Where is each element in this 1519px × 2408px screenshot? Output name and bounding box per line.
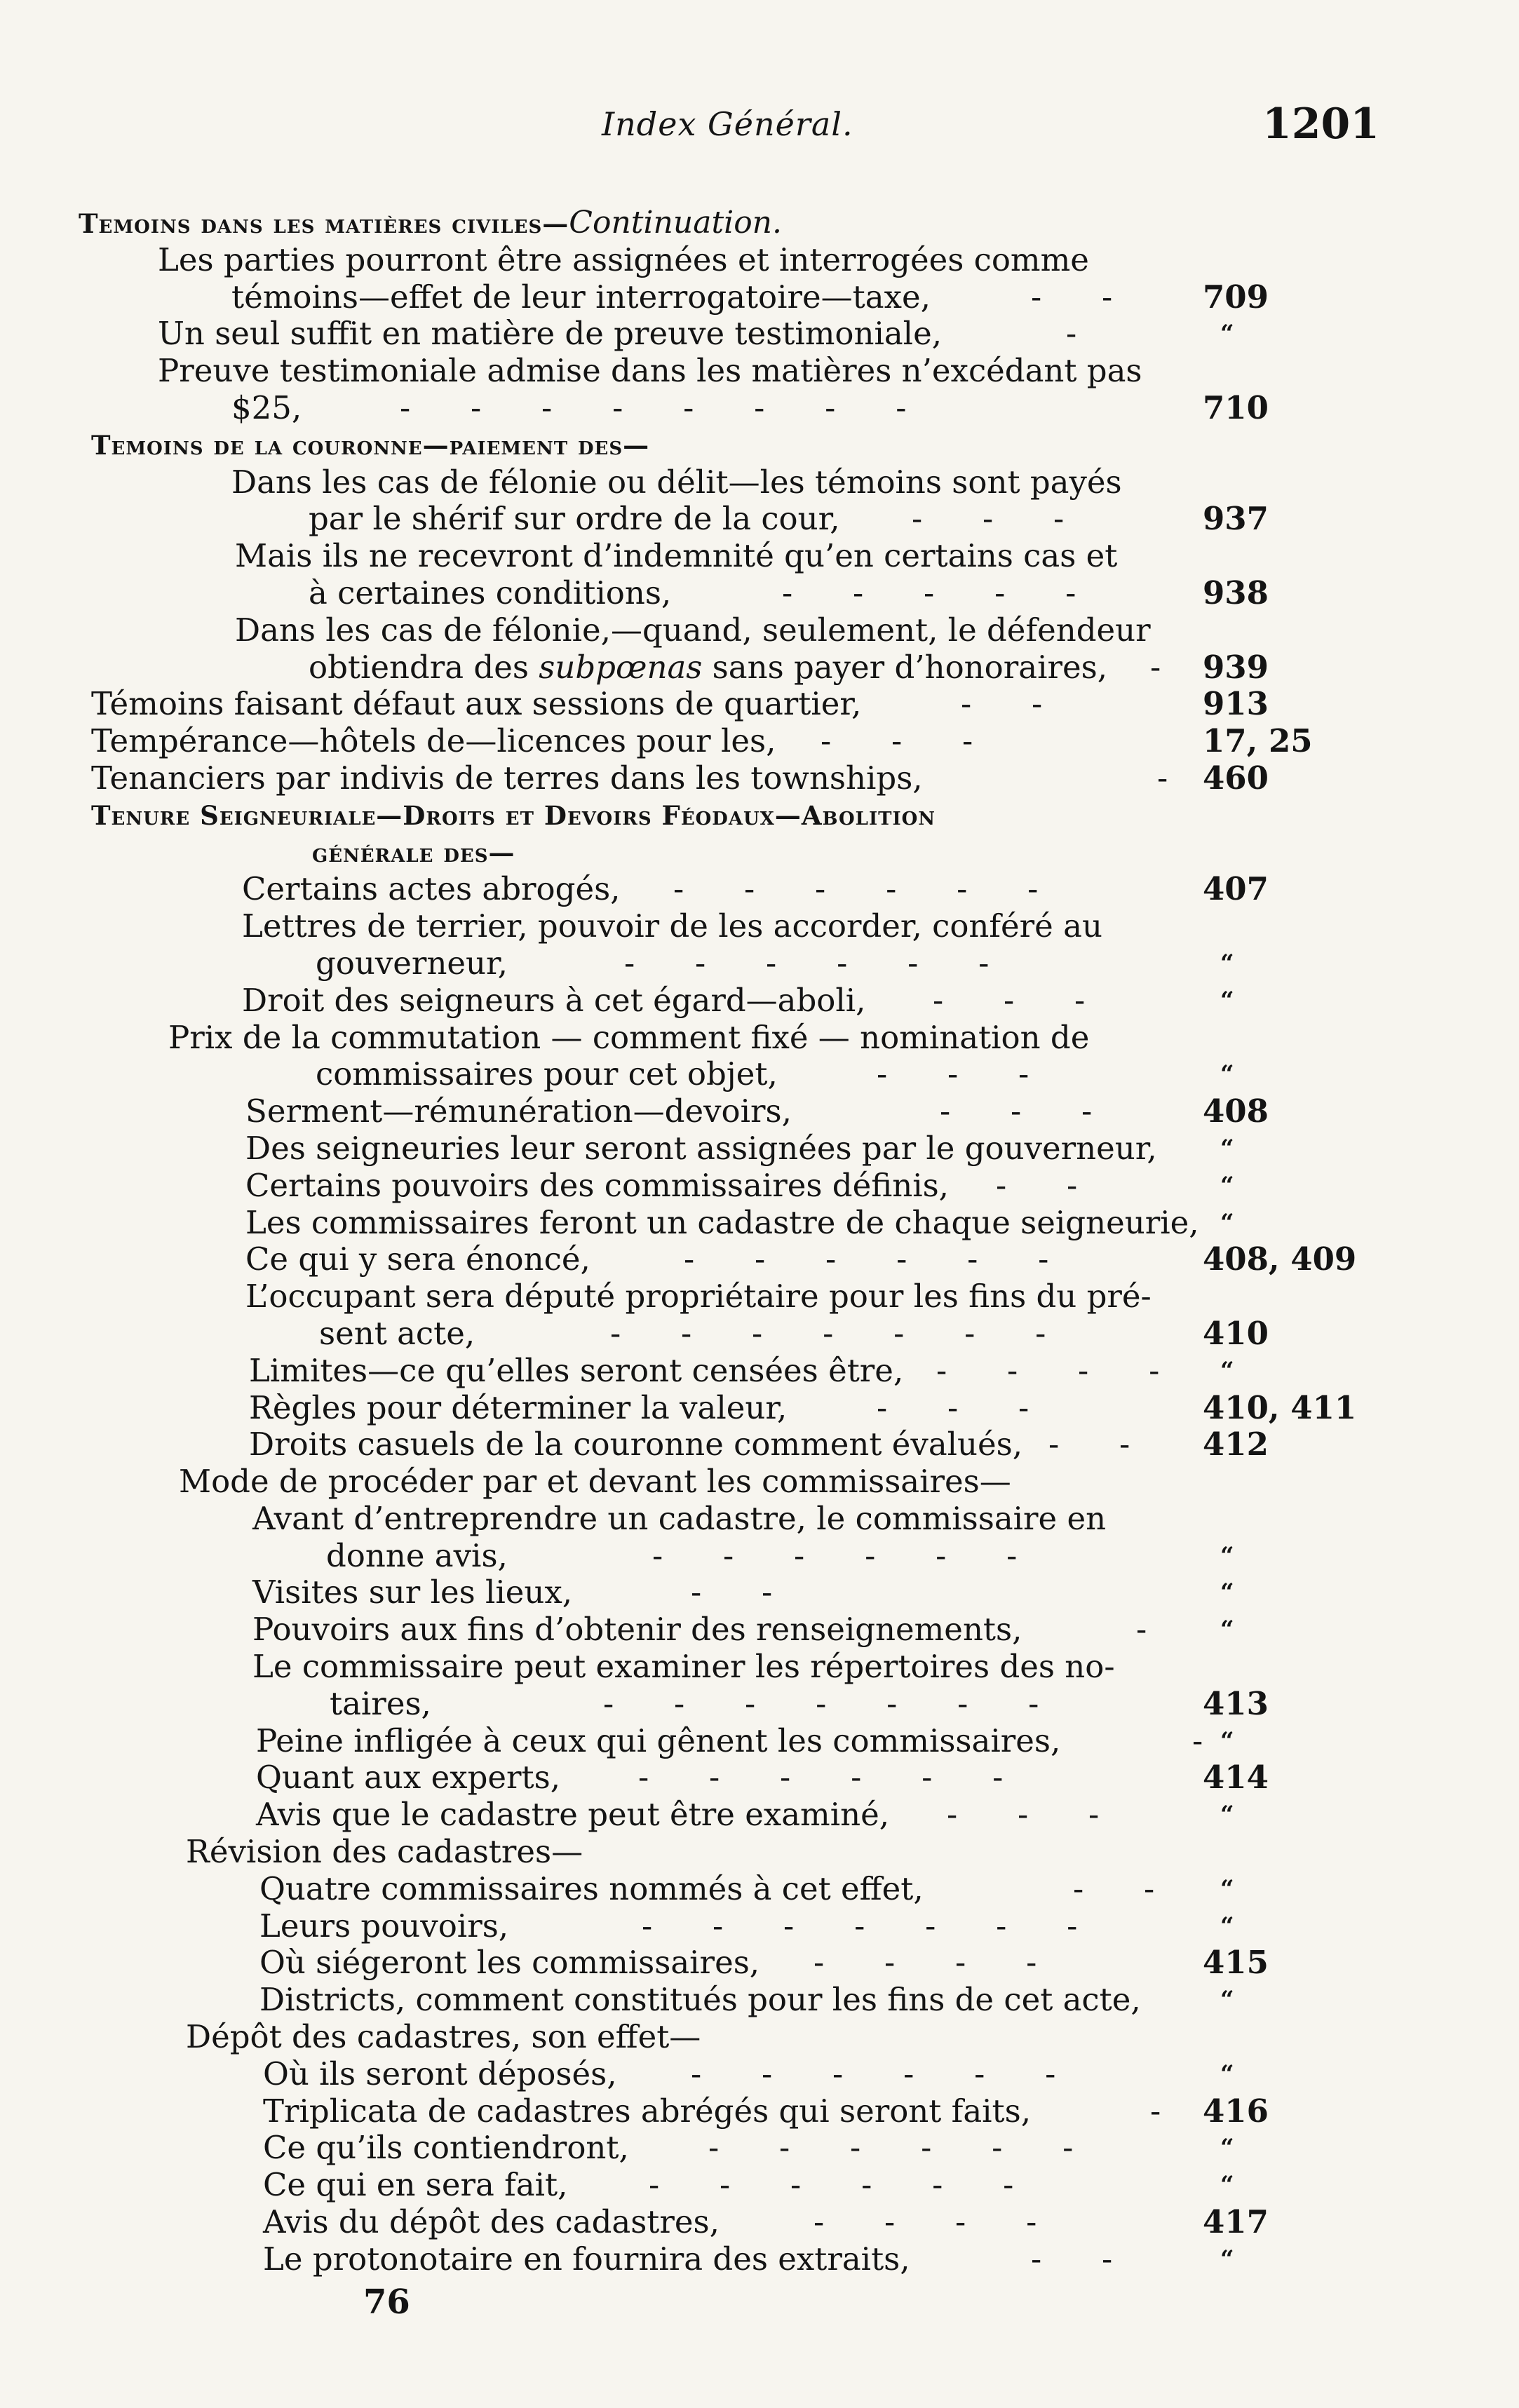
leader-dashes: - <box>1150 648 1161 686</box>
entry-label: Limites—ce qu’elles seront censées être, <box>249 1351 904 1389</box>
leader-dashes: - - - - - - <box>684 1240 1049 1278</box>
index-entry <box>0 1982 1519 2019</box>
ditto-mark: “ <box>1220 1541 1234 1570</box>
entry-label: générale des— <box>312 837 515 868</box>
entry-label: Temoins dans les matières civiles— <box>79 208 569 239</box>
index-entry <box>0 1908 1519 1945</box>
leader-dashes: - <box>1192 1722 1203 1759</box>
leader-dashes: - - - <box>821 722 973 760</box>
entry-text <box>242 982 865 1020</box>
entry-text <box>158 242 1089 279</box>
leader-dashes: - - - - - - <box>649 2166 1014 2204</box>
index-entry <box>0 2130 1519 2167</box>
entry-text <box>256 1797 889 1834</box>
index-entry <box>0 1834 1519 1871</box>
entry-label: Révision des cadastres— <box>186 1833 583 1871</box>
leader-dashes: - - <box>996 1166 1078 1204</box>
entry-text <box>231 390 302 427</box>
index-entry <box>0 2167 1519 2204</box>
index-entry <box>0 316 1519 353</box>
index-entry <box>0 390 1519 427</box>
ditto-mark: “ <box>1220 1912 1234 1940</box>
page-reference: 417 <box>1203 2203 1269 2241</box>
index-entry <box>0 1797 1519 1834</box>
entry-text <box>91 427 649 464</box>
page-reference: 408, 409 <box>1203 1240 1357 1278</box>
ditto-mark: “ <box>1220 1171 1234 1200</box>
page-reference: 937 <box>1203 500 1269 538</box>
leader-dashes: - <box>1136 1611 1147 1649</box>
index-heading <box>0 797 1519 834</box>
entry-text <box>245 1205 1199 1242</box>
entry-text <box>235 612 1151 649</box>
leader-dashes: - - - - - - <box>624 944 990 982</box>
entry-text <box>91 686 861 723</box>
entry-text <box>249 1353 903 1390</box>
page-reference: 460 <box>1203 759 1269 797</box>
entry-text <box>245 1278 1152 1315</box>
page-header <box>0 100 1519 161</box>
index-entry <box>0 1426 1519 1463</box>
entry-text <box>235 538 1117 575</box>
leader-dashes: - - - - - - <box>673 870 1039 908</box>
entry-text <box>231 464 1122 501</box>
entry-label: donne avis, <box>326 1536 508 1574</box>
entry-label: Témoins faisant défaut aux sessions de quartier, <box>91 685 862 723</box>
ditto-mark: “ <box>1220 1616 1234 1644</box>
entry-text <box>263 2241 910 2278</box>
index-entry <box>0 2093 1519 2130</box>
ditto-mark: “ <box>1220 320 1234 349</box>
entry-label: Ce qui en sera fait, <box>263 2166 568 2204</box>
entry-label: Les parties pourront être assignées et interrogées comme <box>158 241 1089 278</box>
index-entry <box>0 1168 1519 1205</box>
entry-text <box>245 1241 590 1278</box>
ditto-mark: “ <box>1220 1060 1234 1089</box>
entry-text <box>316 1056 778 1093</box>
entry-label: à certaines conditions, <box>309 574 672 611</box>
entry-label: $25, <box>231 388 302 426</box>
entry-label: Certains pouvoirs des commissaires définis, <box>245 1166 949 1204</box>
page-reference: 416 <box>1203 2092 1269 2130</box>
entry-text <box>242 871 620 908</box>
index-entry <box>0 1463 1519 1501</box>
index-entry <box>0 1611 1519 1649</box>
entry-label: Pouvoirs aux fins d’obtenir des renseignements, <box>252 1611 1022 1649</box>
page-reference: 939 <box>1203 648 1269 686</box>
entry-label: Peine infligée à ceux qui gênent les commissaires, <box>256 1722 1061 1759</box>
leader-dashes: - - - <box>933 981 1086 1019</box>
entry-label-continued: sans payer d’honoraires, <box>702 648 1108 686</box>
index-entry <box>0 1093 1519 1130</box>
ditto-mark: “ <box>1220 1986 1234 2015</box>
entry-text <box>252 1501 1106 1538</box>
index-entry <box>0 1130 1519 1168</box>
leader-dashes: - - - - <box>813 2203 1037 2241</box>
leader-dashes: - - - <box>947 1796 1100 1834</box>
ditto-mark: “ <box>1220 2245 1234 2273</box>
entry-label: Droit des seigneurs à cet égard—aboli, <box>242 981 866 1019</box>
entry-label: Tempérance—hôtels de—licences pour les, <box>91 722 776 760</box>
entry-label: Preuve testimoniale admise dans les matières n’excédant pas <box>158 352 1142 390</box>
leader-dashes: - <box>1066 315 1077 353</box>
index-entry <box>0 982 1519 1020</box>
index-entry <box>0 1020 1519 1057</box>
entry-text <box>186 1834 583 1871</box>
entry-label: Certains actes abrogés, <box>242 870 621 908</box>
entry-label: Où ils seront déposés, <box>263 2055 617 2092</box>
entry-text <box>330 1686 431 1723</box>
leader-dashes: - - - - - - - <box>610 1314 1046 1352</box>
leader-dashes: - - - - - - <box>652 1536 1018 1574</box>
entry-text <box>312 834 515 872</box>
page-reference: 410 <box>1203 1314 1269 1352</box>
leader-dashes: - - <box>961 685 1043 723</box>
index-entry <box>0 1944 1519 1982</box>
entry-text <box>263 2130 629 2167</box>
entry-italic: Continuation. <box>569 205 783 241</box>
entry-text <box>309 649 1107 686</box>
entry-label: témoins—effet de leur interrogatoire—taxe, <box>231 278 931 316</box>
entry-label: Tenure Seigneuriale—Droits et Devoirs Féodaux—Abolition <box>91 799 936 831</box>
leader-dashes: - - - <box>940 1093 1093 1130</box>
entry-label: gouverneur, <box>316 944 508 982</box>
entry-text <box>231 279 931 316</box>
entry-label: sent acte, <box>319 1314 475 1352</box>
index-entry <box>0 2019 1519 2056</box>
index-heading <box>0 834 1519 872</box>
ditto-mark: “ <box>1220 1726 1234 1755</box>
entry-text <box>242 908 1102 945</box>
leader-dashes: - - - - - - <box>691 2055 1056 2092</box>
entry-text <box>186 2019 701 2056</box>
entry-text <box>309 501 840 538</box>
leader-dashes: - - <box>1048 1426 1130 1463</box>
ditto-mark: “ <box>1220 1874 1234 1903</box>
entry-text <box>326 1538 508 1575</box>
entry-text <box>91 723 776 760</box>
ditto-mark: “ <box>1220 1134 1234 1163</box>
entry-label: Avis du dépôt des cadastres, <box>263 2203 720 2241</box>
page-reference: 410, 411 <box>1203 1388 1357 1426</box>
entry-text <box>259 1982 1141 2019</box>
entry-label: Visites sur les lieux, <box>252 1574 573 1611</box>
leader-dashes: - - - - - - - <box>642 1907 1078 1944</box>
index-entry <box>0 1315 1519 1353</box>
index-entry <box>0 1759 1519 1797</box>
entry-text <box>245 1093 792 1130</box>
entry-label: Dépôt des cadastres, son effet— <box>186 2018 701 2056</box>
entry-label: taires, <box>330 1684 431 1722</box>
entry-label: Dans les cas de félonie ou délit—les témoins sont payés <box>231 463 1122 501</box>
entry-label: Ce qui y sera énoncé, <box>245 1240 590 1278</box>
index-entry <box>0 1574 1519 1611</box>
leader-dashes: - - <box>691 1574 773 1611</box>
entry-label: Dans les cas de félonie,—quand, seulement, le défendeur <box>235 611 1151 649</box>
entry-label: Le commissaire peut examiner les répertoires des no- <box>252 1648 1115 1686</box>
entry-text <box>316 945 508 982</box>
entry-text <box>179 1463 1011 1501</box>
entry-label: par le shérif sur ordre de la cour, <box>309 500 840 538</box>
leader-dashes: - - - <box>877 1388 1029 1426</box>
page-reference: 710 <box>1203 388 1269 426</box>
page-reference: 17, 25 <box>1203 722 1313 760</box>
ditto-mark: “ <box>1220 2134 1234 2163</box>
entry-text <box>249 1390 787 1427</box>
index-entry <box>0 686 1519 723</box>
entry-label: Leurs pouvoirs, <box>259 1907 509 1944</box>
page-reference: 415 <box>1203 1944 1269 1982</box>
page-reference: 412 <box>1203 1426 1269 1463</box>
leader-dashes: - - - <box>877 1055 1029 1093</box>
index-entry <box>0 1241 1519 1278</box>
index-entry <box>0 649 1519 686</box>
ditto-mark: “ <box>1220 2171 1234 2200</box>
index-entry <box>0 1538 1519 1575</box>
index-heading <box>0 427 1519 464</box>
entry-label: Districts, comment constitués pour les fins de cet acte, <box>259 1981 1141 2019</box>
entry-text <box>319 1315 475 1353</box>
index-entry <box>0 760 1519 797</box>
entry-label: Des seigneuries leur seront assignées par le gouverneur, <box>245 1129 1157 1167</box>
index-entry <box>0 1390 1519 1427</box>
leader-dashes: - <box>1150 2092 1161 2130</box>
index-entry <box>0 1205 1519 1242</box>
index-entry <box>0 908 1519 945</box>
entry-text <box>263 2167 567 2204</box>
index-entry <box>0 871 1519 908</box>
index-entry <box>0 1871 1519 1908</box>
page-reference: 913 <box>1203 685 1269 723</box>
index-entry <box>0 538 1519 575</box>
entry-text <box>263 2093 1031 2130</box>
index-heading <box>0 205 1519 242</box>
entry-label: Tenanciers par indivis de terres dans les townships, <box>91 759 923 797</box>
index-entry <box>0 723 1519 760</box>
entry-label: Triplicata de cadastres abrégés qui seront faits, <box>263 2092 1032 2130</box>
entry-text <box>158 316 942 353</box>
entry-text <box>79 205 782 243</box>
entry-label: Avis que le cadastre peut être examiné, <box>256 1796 890 1834</box>
ditto-mark: “ <box>1220 949 1234 978</box>
entry-text <box>259 1944 760 1982</box>
entry-text <box>256 1759 560 1797</box>
leader-dashes: - - <box>1073 1869 1155 1907</box>
entry-label: Le protonotaire en fournira des extraits, <box>263 2240 910 2278</box>
entry-text <box>263 2056 617 2093</box>
leader-dashes: - - - - <box>936 1351 1160 1389</box>
ditto-mark: “ <box>1220 1578 1234 1607</box>
leader-dashes: - - - - - - <box>638 1759 1004 1797</box>
ditto-mark: “ <box>1220 1801 1234 1829</box>
entry-label: Mais ils ne recevront d’indemnité qu’en certains cas et <box>235 537 1118 575</box>
page-reference: 407 <box>1203 870 1269 908</box>
index-entry <box>0 575 1519 612</box>
index-entry <box>0 1723 1519 1760</box>
page-reference: 414 <box>1203 1759 1269 1797</box>
entry-label: Quatre commissaires nommés à cet effet, <box>259 1869 924 1907</box>
page-reference: 408 <box>1203 1093 1269 1130</box>
entry-text <box>252 1611 1022 1649</box>
entry-label: Serment—rémunération—devoirs, <box>245 1093 792 1130</box>
index-entry <box>0 1056 1519 1093</box>
leader-dashes: - - - - <box>813 1944 1037 1982</box>
entry-label: commissaires pour cet objet, <box>316 1055 778 1093</box>
index-entry <box>0 2056 1519 2093</box>
ditto-mark: “ <box>1220 986 1234 1015</box>
leader-dashes: - - - - - - - - <box>400 388 907 426</box>
leader-dashes: - - <box>1031 278 1113 316</box>
entry-text <box>256 1723 1060 1760</box>
index-entry <box>0 2204 1519 2241</box>
entry-label: obtiendra des <box>309 648 539 686</box>
entry-label: Règles pour déterminer la valeur, <box>249 1388 788 1426</box>
leader-dashes: - - - - - - <box>708 2129 1074 2167</box>
index-entry <box>0 242 1519 279</box>
index-entry <box>0 1686 1519 1723</box>
entry-label: Prix de la commutation — comment fixé — nomination de <box>168 1018 1090 1056</box>
page-number: 1201 <box>1262 100 1379 149</box>
entry-label: Quant aux experts, <box>256 1759 561 1797</box>
ditto-mark: “ <box>1220 1208 1234 1237</box>
entry-italic: subpœnas <box>539 648 703 686</box>
leader-dashes: - - - - - <box>782 574 1076 611</box>
entry-label: Les commissaires feront un cadastre de chaque seigneurie, <box>245 1203 1199 1241</box>
entry-text <box>158 353 1142 390</box>
entry-text <box>263 2204 720 2241</box>
entry-text <box>259 1871 924 1908</box>
index-entry <box>0 1649 1519 1686</box>
index-entry <box>0 353 1519 390</box>
index-entry <box>0 945 1519 982</box>
leader-dashes: - - - - - - - <box>603 1684 1039 1722</box>
entry-label: Lettres de terrier, pouvoir de les accorder, conféré au <box>242 907 1102 945</box>
index-entries <box>0 205 1519 2278</box>
entry-label: Où siégeront les commissaires, <box>259 1944 760 1982</box>
index-entry <box>0 1278 1519 1315</box>
entry-label: Droits casuels de la couronne comment évalués, <box>249 1426 1023 1463</box>
index-entry <box>0 501 1519 538</box>
leader-dashes: - <box>1157 759 1168 797</box>
index-entry <box>0 612 1519 649</box>
entry-label: L’occupant sera député propriétaire pour les fins du pré- <box>245 1278 1152 1315</box>
entry-text <box>252 1649 1115 1686</box>
leader-dashes: - - - <box>912 500 1065 538</box>
index-entry <box>0 2241 1519 2278</box>
entry-text <box>245 1130 1157 1168</box>
entry-label: Un seul suffit en matière de preuve testimoniale, <box>158 315 943 353</box>
ditto-mark: “ <box>1220 1356 1234 1385</box>
entry-label: Mode de procéder par et devant les commissaires— <box>179 1463 1011 1501</box>
index-entry <box>0 1501 1519 1538</box>
entry-text <box>259 1908 508 1945</box>
page-reference: 709 <box>1203 278 1269 316</box>
index-entry <box>0 1353 1519 1390</box>
signature-mark: 76 <box>363 2282 410 2322</box>
entry-label: Ce qu’ils contiendront, <box>263 2129 629 2167</box>
entry-text <box>91 760 923 797</box>
entry-text <box>252 1574 572 1611</box>
running-title: Index Général. <box>602 105 853 143</box>
entry-text <box>91 797 936 834</box>
index-entry <box>0 464 1519 501</box>
page-reference: 413 <box>1203 1684 1269 1722</box>
entry-text <box>245 1168 949 1205</box>
entry-text <box>249 1426 1022 1463</box>
entry-text <box>309 575 671 612</box>
leader-dashes: - - <box>1031 2240 1113 2278</box>
entry-label: Avant d’entreprendre un cadastre, le commissaire en <box>252 1499 1107 1537</box>
ditto-mark: “ <box>1220 2059 1234 2088</box>
page-reference: 938 <box>1203 574 1269 611</box>
entry-label: Temoins de la couronne—paiement des— <box>91 429 650 461</box>
index-entry <box>0 279 1519 316</box>
entry-text <box>168 1020 1089 1057</box>
